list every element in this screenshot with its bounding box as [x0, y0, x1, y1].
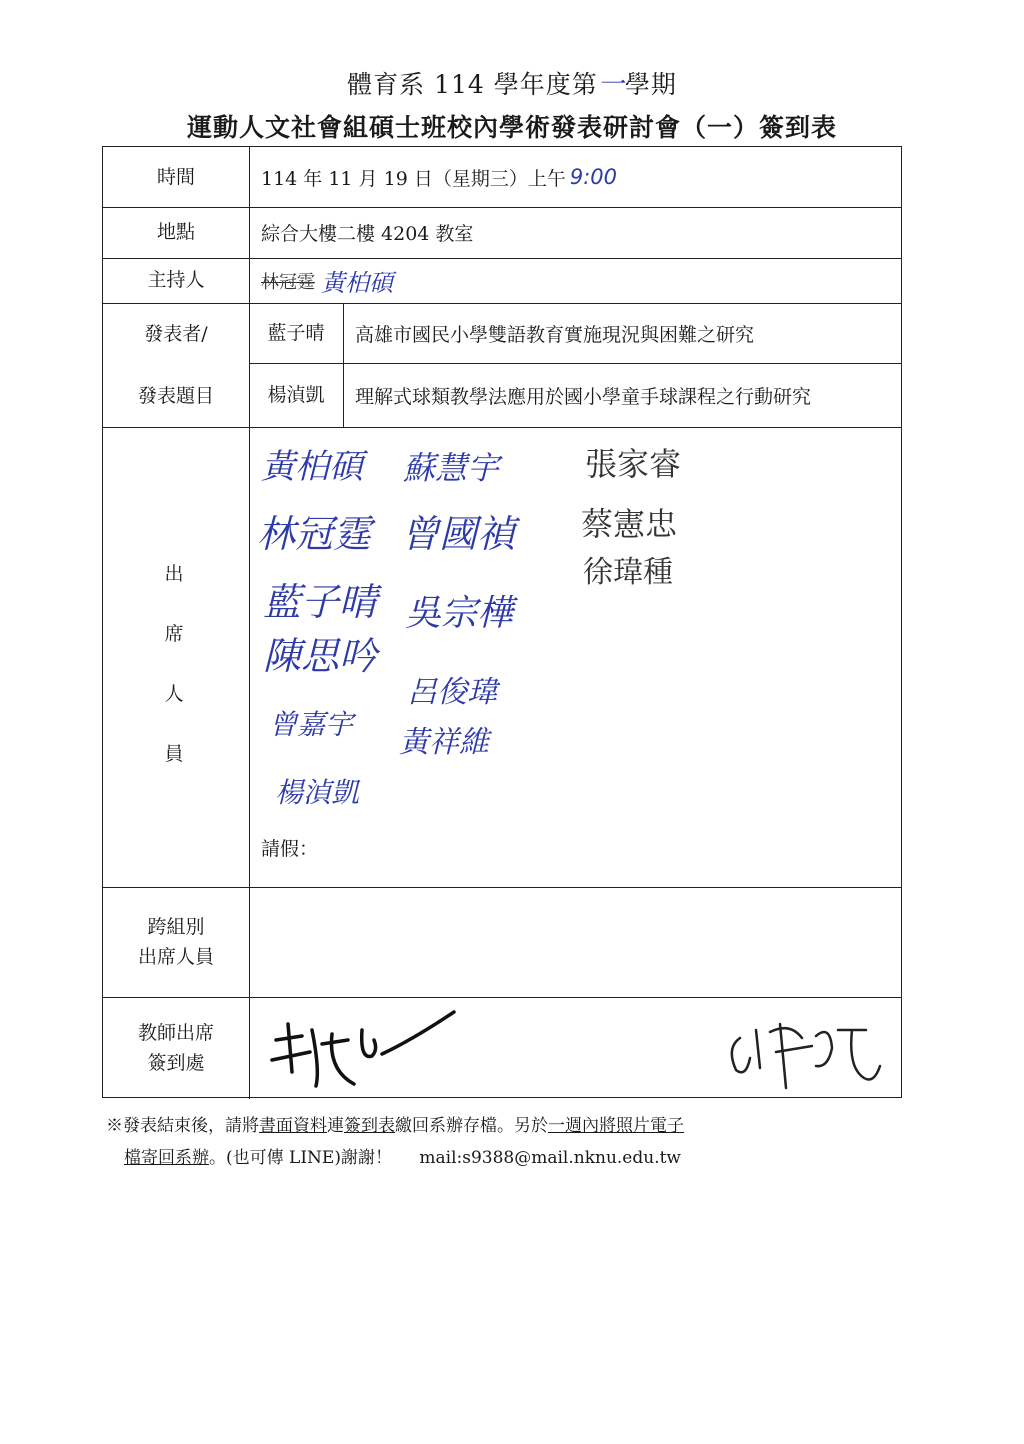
host-handwritten-name: 黃柏碩	[321, 269, 393, 297]
form-title-line2: 運動人文社會組碩士班校內學術發表研討會（一）簽到表	[186, 113, 837, 142]
attendee-signature: 徐瑋種	[583, 555, 673, 590]
column-divider	[343, 303, 344, 427]
presentation-topic: 高雄市國民小學雙語教育實施現況與困難之研究	[355, 323, 755, 346]
presenter-name: 楊湞凱	[267, 383, 325, 406]
host-struck-name: 林冠霆	[261, 271, 315, 293]
handwritten-time: 9:00	[569, 165, 617, 189]
attendee-signature: 曾嘉宇	[269, 708, 354, 741]
host-label: 主持人	[147, 269, 205, 292]
place-label: 地點	[156, 221, 195, 244]
attendee-signature: 藍子晴	[263, 580, 378, 624]
teacher-signature-left	[262, 1000, 462, 1096]
attendee-signature: 蔡憲忠	[581, 505, 678, 543]
attendee-signature: 吳宗樺	[405, 593, 514, 634]
attendance-label-char: 員	[164, 743, 184, 765]
presentation-topic: 理解式球類教學法應用於國小學童手球課程之行動研究	[355, 385, 812, 408]
cross-group-label: 跨組別 出席人員	[137, 916, 214, 968]
leave-label: 請假：	[261, 837, 319, 860]
contact-email: mail:s9388@mail.nknu.edu.tw	[419, 1148, 681, 1168]
time-label: 時間	[156, 165, 195, 188]
note-line-2: 檔寄回系辦。(也可傳 LINE)謝謝！ mail:s9388@mail.nknu.edu.tw	[124, 1148, 681, 1168]
teacher-sign-label: 教師出席 簽到處	[137, 1022, 214, 1074]
attendee-signature: 陳思吟	[263, 634, 378, 678]
attendee-signature: 楊湞凱	[275, 776, 360, 809]
presenter-name: 藍子晴	[267, 321, 325, 344]
attendee-signature: 呂俊瑋	[407, 675, 497, 710]
attendee-signature: 黃柏碩	[261, 447, 363, 487]
place-value: 綜合大樓二樓 4204 教室	[261, 223, 474, 245]
attendance-label-char: 人	[164, 683, 184, 705]
row-divider	[103, 427, 901, 428]
sign-in-table	[102, 146, 902, 1098]
attendee-signature: 蘇慧宇	[403, 449, 500, 487]
attendee-signature: 黃祥維	[399, 725, 489, 760]
host-value	[261, 258, 393, 303]
footer-notes	[106, 1110, 946, 1174]
attendee-signature: 林冠霆	[257, 512, 372, 556]
teacher-signature-right	[720, 1008, 890, 1098]
presenter-label: 發表者/ 發表題目	[137, 323, 214, 407]
attendance-label-char: 出	[164, 563, 184, 585]
attendee-signature: 曾國禎	[401, 512, 516, 556]
note-line-1: ※發表結束後，請將書面資料連簽到表繳回系辦存檔。另於一週內將照片電子	[106, 1116, 684, 1136]
form-title-line1: 體育系 114 學年度第一學期	[347, 70, 677, 100]
attendee-signature: 張家睿	[585, 445, 682, 483]
time-value: 114 年 11 月 19 日（星期三）上午 9:00	[261, 165, 617, 190]
column-divider	[249, 147, 250, 1099]
attendance-label-char: 席	[164, 623, 184, 645]
handwritten-term: 一	[597, 70, 625, 100]
